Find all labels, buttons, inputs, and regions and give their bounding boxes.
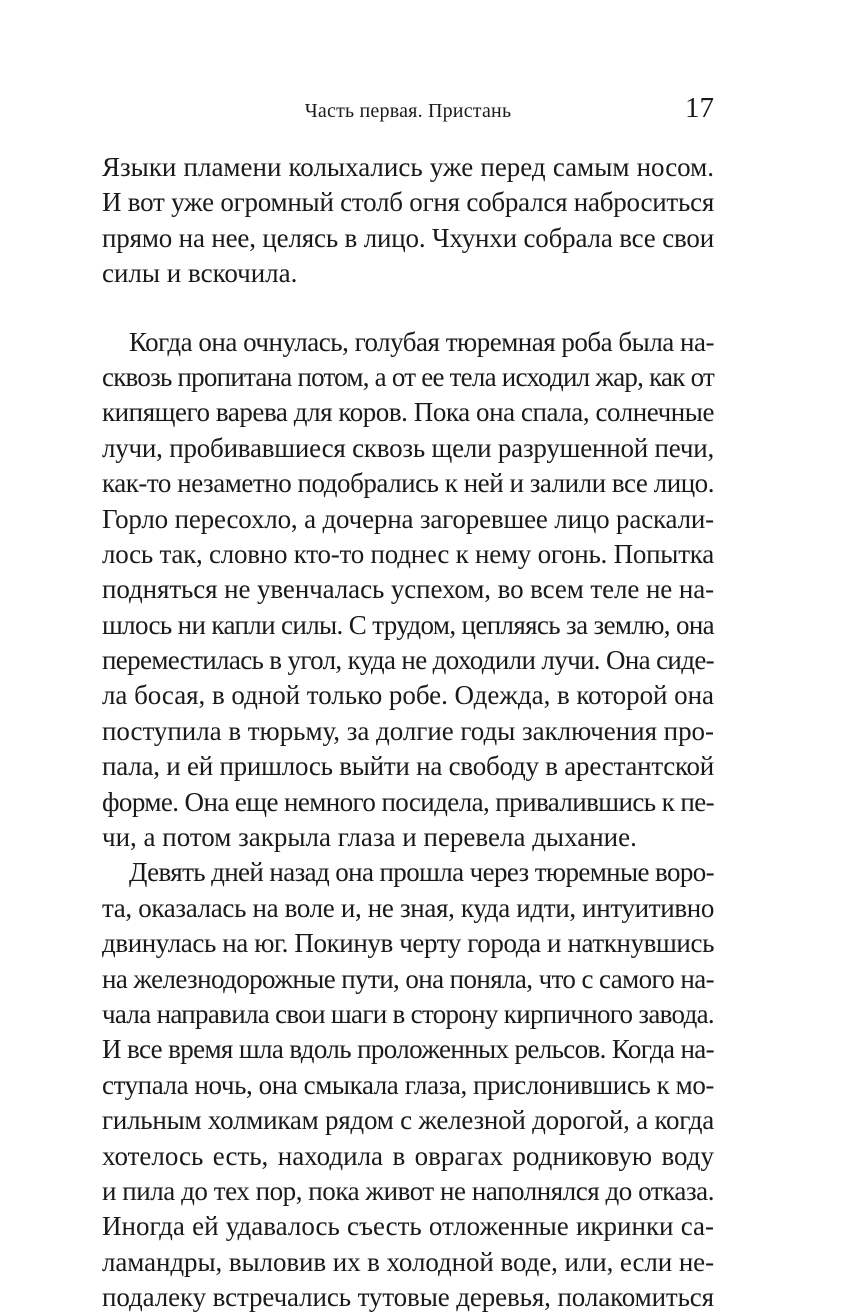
text-line: И все время шла вдоль проложенных рельсов. Когда на-	[102, 1034, 715, 1065]
text-line: хотелось есть, находила в оврагах родниковую воду	[102, 1140, 714, 1171]
text-line: на железнодорожные пути, она поняла, что с самого на-	[102, 963, 714, 994]
text-line: сквозь пропитана потом, а от ее тела исходил жар, как от	[102, 361, 714, 392]
text-line: подалеку встречались тутовые деревья, полакомиться	[102, 1282, 714, 1313]
text-line: Когда она очнулась, голубая тюремная роба была на-	[129, 326, 714, 357]
text-line: чала направила свои шаги в сторону кирпичного завода.	[102, 998, 714, 1029]
section-break	[102, 292, 714, 325]
text-line: прямо на нее, целясь в лицо. Чхунхи собрала все свои	[102, 222, 715, 253]
text-line: Языки пламени колыхались уже перед самым носом.	[102, 152, 714, 182]
text-line: поступила в тюрьму, за долгие годы заключения про-	[102, 715, 714, 746]
text-line: силы и вскочила.	[102, 258, 298, 289]
text-line: и пила до тех пор, пока живот не наполнялся до отказа.	[102, 1175, 714, 1206]
text-line: ла босая, в одной только робе. Одежда, в которой она	[102, 680, 714, 711]
text-line: ступала ночь, она смыкала глаза, прислонившись к мо-	[102, 1069, 714, 1100]
paragraph	[102, 150, 714, 292]
text-line: форме. Она еще немного посидела, привалившись к пе-	[102, 786, 714, 817]
text-line: та, оказалась на воле и, не зная, куда идти, интуитивно	[102, 892, 714, 923]
text-line: подняться не увенчалась успехом, во всем теле не на-	[102, 574, 714, 605]
paragraph	[102, 855, 714, 1315]
paragraph	[102, 325, 714, 856]
text-line: двинулась на юг. Покинув черту города и наткнувшись	[102, 928, 714, 959]
text-line: кипящего варева для коров. Пока она спала, солнечные	[102, 397, 714, 428]
text-line: И вот уже огромный столб огня собрался наброситься	[102, 187, 714, 218]
text-line: ламандры, выловив их в холодной воде, или, если не-	[102, 1246, 714, 1277]
text-line: Горло пересохло, а дочерна загоревшее лицо раскали-	[102, 503, 714, 534]
running-title: Часть первая. Пристань	[304, 100, 512, 122]
text-line: лучи, пробивавшиеся сквозь щели разрушенной печи,	[102, 432, 714, 463]
text-line: переместилась в угол, куда не доходили лучи. Она сиде-	[102, 645, 714, 676]
text-line: гильным холмикам рядом с железной дорогой, а когда	[102, 1105, 714, 1136]
text-line: Иногда ей удавалось съесть отложенные икринки са-	[102, 1211, 714, 1242]
body-text	[102, 150, 714, 1316]
page-number: 17	[685, 92, 714, 124]
text-line: чи, а потом закрыла глаза и перевела дыхание.	[102, 822, 637, 853]
text-line: лось так, словно кто-то поднес к нему огонь. Попытка	[102, 538, 714, 569]
text-line: шлось ни капли силы. С трудом, цепляясь за землю, она	[102, 609, 714, 640]
text-line: пала, и ей пришлось выйти на свободу в арестантской	[102, 751, 714, 782]
page-header	[102, 92, 714, 128]
text-line: Девять дней назад она прошла через тюремные воро-	[129, 857, 714, 888]
text-line: как-то незаметно подобрались к ней и залили все лицо.	[102, 468, 714, 499]
